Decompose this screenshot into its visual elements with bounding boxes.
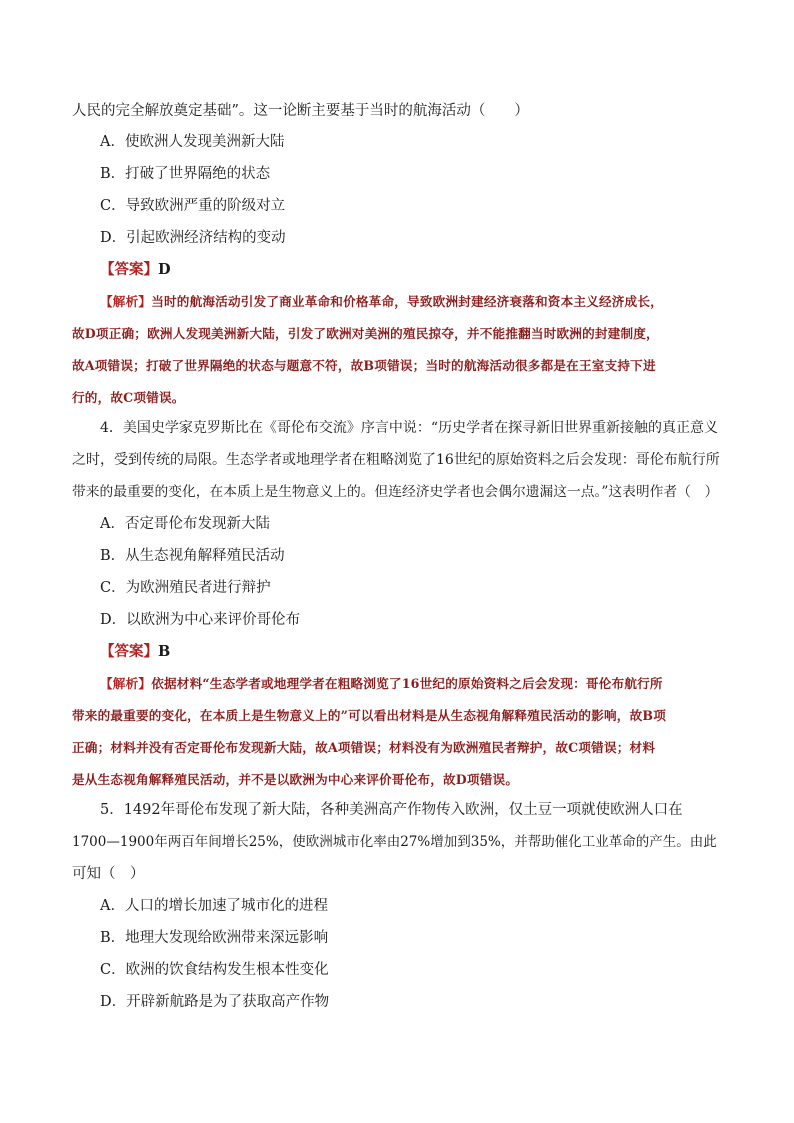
q4-stem-line-1: 4．美国史学家克罗斯比在《哥伦布交流》序言中说：“历史学者在探寻新旧世界重新接触的真正意义 (100, 420, 719, 436)
q3-stem-tail: 人民的完全解放奠定基础”。这一论断主要基于当时的航海活动（ ） (72, 103, 529, 119)
answer-tag: 【答案】 (100, 643, 158, 660)
explanation-tag: 【解析】 (100, 676, 152, 691)
q3-answer (100, 260, 171, 280)
q5-stem-line-3: 可知（ ） (72, 866, 145, 882)
q4-stem-line-3: 带来的最重要的变化，在本质上是生物意义上的。但连经济史学者也会偶尔遗漏这一点。”这表明作者（ ） (72, 484, 719, 500)
q3-explanation-line-1 (100, 292, 663, 312)
q5-option-a: A．人口的增长加速了城市化的进程 (100, 898, 328, 914)
q5-option-b: B．地理大发现给欧洲带来深远影响 (100, 930, 329, 946)
q4-stem-line-2: 之时，受到传统的局限。生态学者或地理学者在粗略浏览了16世纪的原始资料之后会发现：哥伦布航行所 (72, 452, 720, 468)
q4-explanation-line-1 (100, 674, 663, 694)
q3-explanation-line-4: 行的，故C项错误。 (72, 390, 185, 405)
explanation-text: 当时的航海活动引发了商业革命和价格革命，导致欧洲封建经济衰落和资本主义经济成长， (151, 294, 663, 309)
q3-option-c: C．导致欧洲严重的阶级对立 (100, 198, 286, 214)
q4-option-d: D．以欧洲为中心来评价哥伦布 (100, 612, 301, 628)
q4-option-c: C．为欧洲殖民者进行辩护 (100, 580, 271, 596)
q4-answer (100, 642, 170, 662)
q5-stem-line-1: 5．1492年哥伦布发现了新大陆，各种美洲高产作物传入欧洲，仅土豆一项就使欧洲人口在 (100, 802, 683, 818)
answer-value: B (158, 643, 171, 660)
q4-explanation-line-3: 正确；材料并没有否定哥伦布发现新大陆，故A项错误；材料没有为欧洲殖民者辩护，故C项错误；材料 (72, 740, 656, 755)
explanation-text: 依据材料“生态学者或地理学者在粗略浏览了16世纪的原始资料之后会发现：哥伦布航行所 (151, 676, 663, 691)
answer-tag: 【答案】 (100, 261, 158, 278)
q5-option-c: C．欧洲的饮食结构发生根本性变化 (100, 962, 329, 978)
q4-option-b: B．从生态视角解释殖民活动 (100, 548, 285, 564)
q3-explanation-line-2: 故D项正确；欧洲人发现美洲新大陆，引发了欧洲对美洲的殖民掠夺，并不能推翻当时欧洲的封建制度， (72, 326, 659, 341)
q5-option-d: D．开辟新航路是为了获取高产作物 (100, 994, 330, 1010)
q3-explanation-line-3: 故A项错误；打破了世界隔绝的状态与题意不符，故B项错误；当时的航海活动很多都是在王室支持下进 (72, 358, 656, 373)
q4-explanation-line-4: 是从生态视角解释殖民活动，并不是以欧洲为中心来评价哥伦布，故D项错误。 (72, 772, 519, 787)
q4-option-a: A．否定哥伦布发现新大陆 (100, 516, 270, 532)
q3-option-a: A．使欧洲人发现美洲新大陆 (100, 134, 285, 150)
explanation-tag: 【解析】 (100, 294, 152, 309)
answer-value: D (158, 261, 171, 278)
q3-option-d: D．引起欧洲经济结构的变动 (100, 230, 286, 246)
q4-explanation-line-2: 带来的最重要的变化，在本质上是生物意义上的”可以看出材料是从生态视角解释殖民活动的影响，故B项 (72, 708, 667, 723)
q3-option-b: B．打破了世界隔绝的状态 (100, 166, 271, 182)
q5-stem-line-2: 1700—1900年两百年间增长25%，使欧洲城市化率由27%增加到35%，并帮助催化工业革命的产生。由此 (72, 834, 717, 850)
